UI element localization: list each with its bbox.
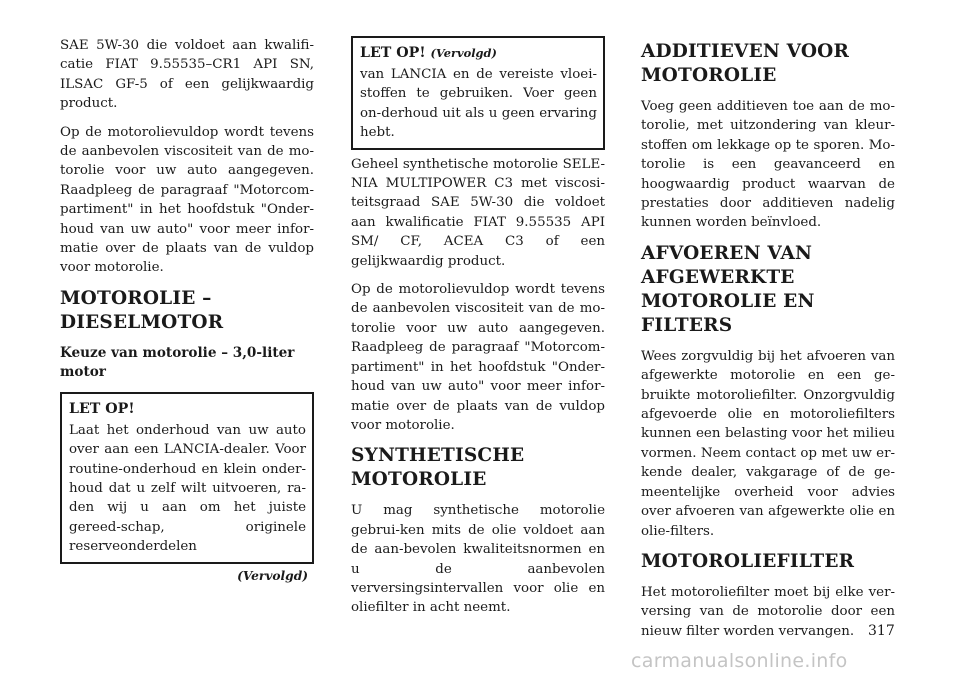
subheading-oil-choice: Keuze van motorolie – 3,0-liter motor	[60, 344, 295, 381]
warning-title: LET OP!	[69, 400, 135, 417]
continued-label: (Vervolgd)	[237, 568, 308, 583]
paragraph-additives: Voeg geen additieven toe aan de mo-torolie, met uitzondering van kleur-stoffen om lekkage op te sporen. Mo-torolie is een geavanceerd en hoogwaardig product waarvan de prestaties door additieven nadelig kunnen worden beïnvloed.	[641, 99, 895, 231]
heading-synthetische-motorolie: SYNTHETISCHE MOTOROLIE	[351, 445, 525, 491]
paragraph-viscosity-cap: Op de motorolievuldop wordt tevens de aanbevolen viscositeit van de mo-torolie voor uw auto aangegeven. Raadpleeg de paragraaf "Motorcom-partiment" in het hoofdstuk "Onder-houd van uw auto" voor meer infor-matie over de plaats van de vuldop voor motorolie.	[60, 124, 314, 276]
paragraph-disposal: Wees zorgvuldig bij het afvoeren van afgewerkte motorolie en een ge-bruikte motoroliefilter. Onzorgvuldig afgevoerde olie en motoroliefilters kunnen een belasting voor het milieu vormen. Neem contact op met uw er-kende dealer, vakgarage of de ge-meentelijke overheid voor advies over afvoeren van afgewerkte olie en olie-filters.	[641, 348, 895, 539]
column-right	[641, 36, 895, 650]
paragraph-synthetic-oil: U mag synthetische motorolie gebrui-ken mits de olie voldoet aan de aan-bevolen kwaliteitsnormen en u de aanbevolen verversingsintervallen voor olie en oliefilter in acht neemt.	[351, 503, 605, 616]
paragraph-oil-filter: Het motoroliefilter moet bij elke ver-versing van de motorolie door een nieuw filter worden vervangen.	[641, 584, 895, 639]
warning-title-row	[69, 398, 306, 419]
warning-title-row	[360, 42, 597, 63]
heading-motorolie-dieselmotor: MOTOROLIE – DIESELMOTOR	[60, 287, 224, 333]
warning-title: LET OP!	[360, 45, 426, 61]
warning-continued-label: (Vervolgd)	[430, 46, 497, 60]
paragraph-viscosity-cap: Op de motorolievuldop wordt tevens de aanbevolen viscositeit van de mo-torolie voor uw auto aangegeven. Raadpleeg de paragraaf "Motorcom-partiment" in het hoofdstuk "Onder-houd van uw auto" voor meer infor-matie over de plaats van de vuldop voor motorolie.	[351, 282, 605, 433]
column-left	[60, 36, 314, 583]
heading-motoroliefilter: MOTOROLIEFILTER	[641, 550, 855, 572]
column-middle	[351, 36, 605, 627]
page-number: 317	[868, 623, 895, 639]
warning-box-continued	[351, 36, 605, 150]
heading-afvoeren: AFVOEREN VAN AFGEWERKTE MOTOROLIE EN FILTERS	[641, 242, 815, 336]
paragraph-oil-spec-diesel: Geheel synthetische motorolie SELE-NIA MULTIPOWER C3 met viscosi-teitsgraad SAE 5W-30 die voldoet aan kwalificatie FIAT 9.55535 API SM/ CF, ACEA C3 of een gelijkwaardig product.	[351, 156, 605, 269]
watermark: carmanualsonline.info	[631, 650, 848, 672]
warning-box	[60, 392, 314, 564]
heading-additieven: ADDITIEVEN VOOR MOTOROLIE	[641, 41, 850, 86]
warning-text: Laat het onderhoud van uw auto over aan een LANCIA-dealer. Voor routine-onderhoud en klein onder-houd dat u zelf wilt uitvoeren, ra-den wij u aan om het juiste gereed-schap, originele reserveonderdelen	[69, 422, 306, 555]
warning-text: van LANCIA en de vereiste vloei-stoffen te gebruiken. Voer geen on-derhoud uit als u geen ervaring hebt.	[360, 67, 597, 141]
paragraph-oil-spec-petrol: SAE 5W-30 die voldoet aan kwalifi-catie FIAT 9.55535–CR1 API SN, ILSAC GF-5 of een gelijkwaardig product.	[60, 38, 314, 112]
